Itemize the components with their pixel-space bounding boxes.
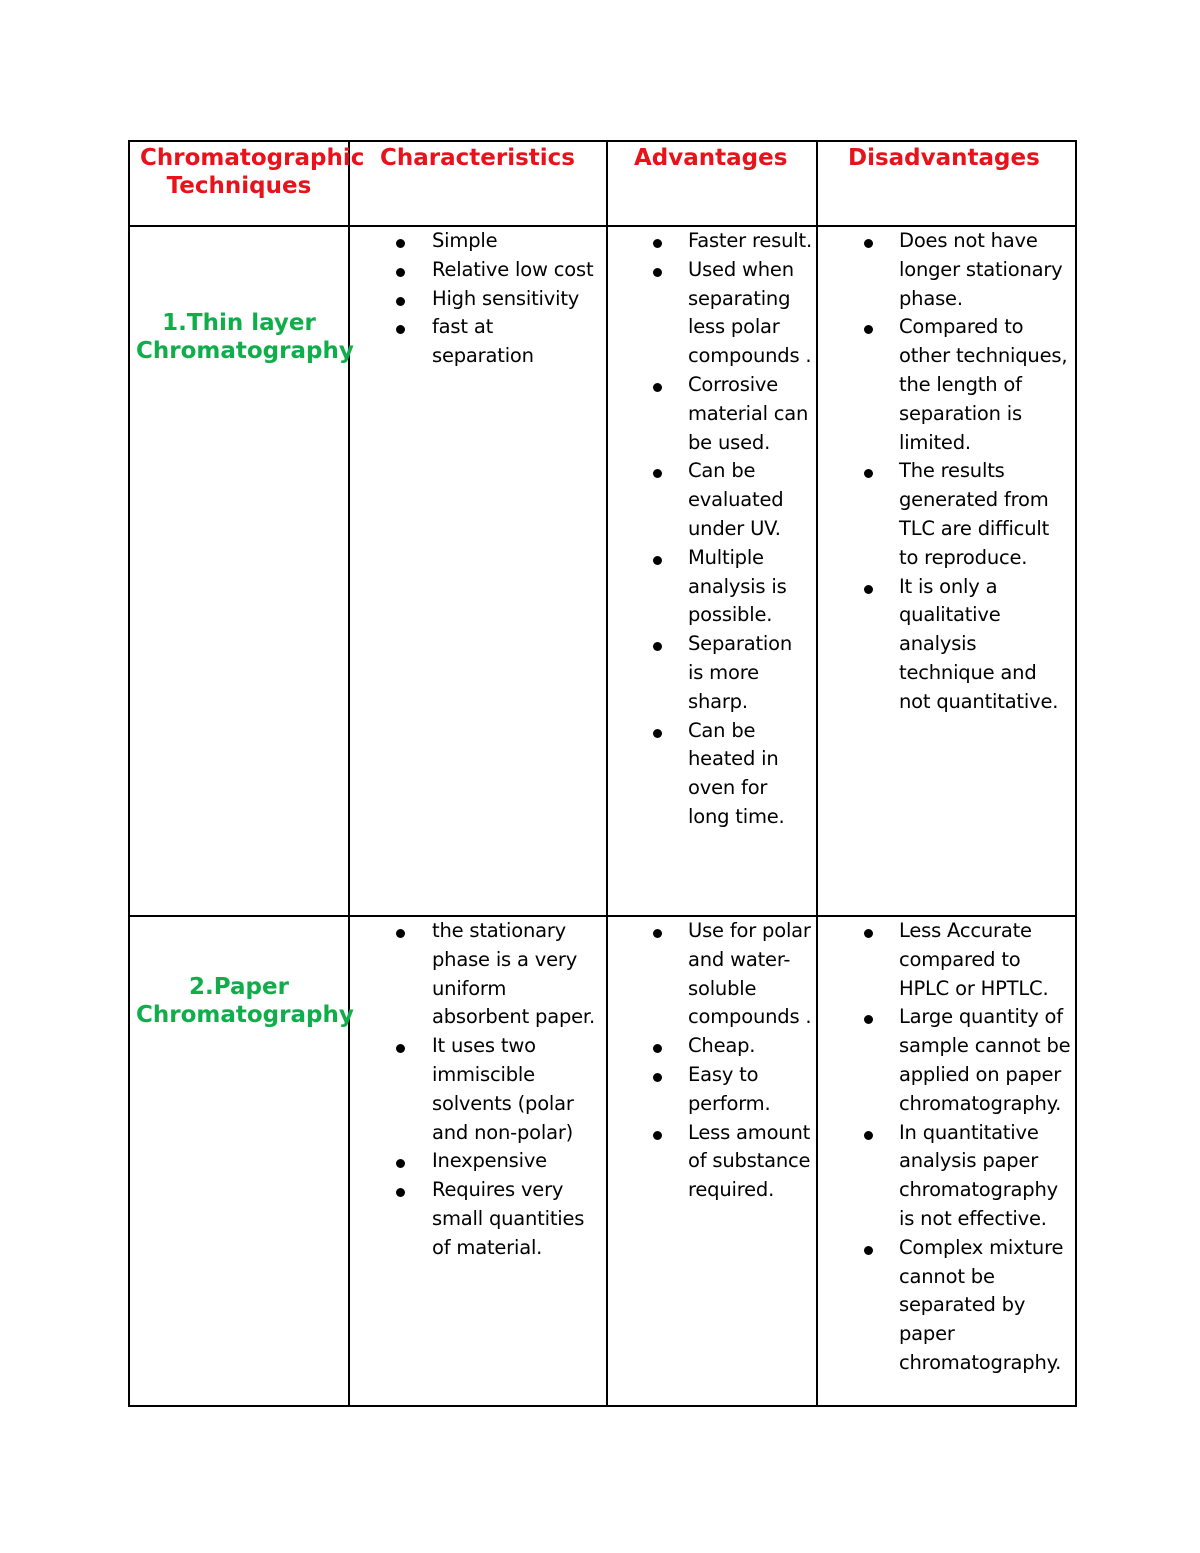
bullet-icon	[653, 239, 662, 248]
bullet-icon	[653, 1044, 662, 1053]
list-item: Use for polar and water-soluble compounds .	[608, 917, 816, 1032]
disadvantages-list	[818, 227, 1075, 717]
advantages-cell	[607, 226, 817, 916]
disadvantages-list	[818, 917, 1075, 1378]
list-item: Separation is more sharp.	[608, 630, 816, 716]
bullet-icon	[396, 1044, 405, 1053]
bullet-icon	[396, 325, 405, 334]
header-disadvantages: Disadvantages	[848, 145, 1040, 171]
bullet-icon	[396, 1188, 405, 1197]
list-item: Corrosive material can be used.	[608, 371, 816, 457]
bullet-icon	[396, 929, 405, 938]
disadvantages-cell	[817, 226, 1076, 916]
bullet-icon	[653, 556, 662, 565]
bullet-icon	[864, 325, 873, 334]
characteristics-cell	[349, 226, 607, 916]
bullet-icon	[653, 469, 662, 478]
bullet-icon	[396, 297, 405, 306]
list-item: Used when separating less polar compounds .	[608, 256, 816, 371]
characteristics-list	[350, 917, 606, 1263]
header-advantages: Advantages	[634, 145, 788, 171]
bullet-icon	[653, 383, 662, 392]
list-item: The results generated from TLC are difficult to reproduce.	[818, 457, 1075, 572]
list-item: the stationary phase is a very uniform absorbent paper.	[350, 917, 606, 1032]
list-item: Complex mixture cannot be separated by paper chromatography.	[818, 1234, 1075, 1378]
bullet-icon	[864, 929, 873, 938]
list-item: Can be heated in oven for long time.	[608, 717, 816, 832]
bullet-icon	[653, 1073, 662, 1082]
chromatography-comparison-table	[128, 140, 1077, 1407]
list-item: Requires very small quantities of material.	[350, 1176, 606, 1262]
header-cell-disadvantages	[817, 141, 1076, 226]
header-techniques: Chromatographic Techniques	[140, 145, 365, 199]
header-cell-characteristics	[349, 141, 607, 226]
list-item: It is only a qualitative analysis technique and not quantitative.	[818, 573, 1075, 717]
list-item: Simple	[350, 227, 606, 256]
list-item: In quantitative analysis paper chromatography is not effective.	[818, 1119, 1075, 1234]
technique-cell	[129, 916, 354, 1406]
table-header-row	[129, 141, 1076, 226]
list-item: High sensitivity	[350, 285, 606, 314]
header-cell-advantages	[607, 141, 817, 226]
bullet-icon	[864, 1246, 873, 1255]
technique-name-paper: 2.Paper Chromatography	[136, 974, 354, 1028]
list-item: Relative low cost	[350, 256, 606, 285]
table-row	[129, 916, 1076, 1406]
list-item: Compared to other techniques, the length of separation is limited.	[818, 313, 1075, 457]
characteristics-list	[350, 227, 606, 371]
advantages-list	[608, 227, 816, 832]
bullet-icon	[864, 585, 873, 594]
characteristics-cell	[349, 916, 607, 1406]
header-cell-techniques	[129, 141, 365, 226]
bullet-icon	[653, 1131, 662, 1140]
list-item: It uses two immiscible solvents (polar and non-polar)	[350, 1032, 606, 1147]
list-item: Can be evaluated under UV.	[608, 457, 816, 543]
bullet-icon	[653, 929, 662, 938]
list-item: Does not have longer stationary phase.	[818, 227, 1075, 313]
list-item: Easy to perform.	[608, 1061, 816, 1119]
bullet-icon	[396, 268, 405, 277]
list-item: Cheap.	[608, 1032, 816, 1061]
technique-cell	[129, 226, 354, 916]
list-item: Multiple analysis is possible.	[608, 544, 816, 630]
bullet-icon	[864, 469, 873, 478]
bullet-icon	[653, 268, 662, 277]
advantages-cell	[607, 916, 817, 1406]
bullet-icon	[864, 239, 873, 248]
bullet-icon	[396, 1159, 405, 1168]
bullet-icon	[864, 1015, 873, 1024]
list-item: fast at separation	[350, 313, 606, 371]
bullet-icon	[396, 239, 405, 248]
technique-name-tlc: 1.Thin layer Chromatography	[136, 310, 354, 364]
table-row	[129, 226, 1076, 916]
bullet-icon	[653, 642, 662, 651]
list-item: Less Accurate compared to HPLC or HPTLC.	[818, 917, 1075, 1003]
list-item: Less amount of substance required.	[608, 1119, 816, 1205]
list-item: Inexpensive	[350, 1147, 606, 1176]
disadvantages-cell	[817, 916, 1076, 1406]
advantages-list	[608, 917, 816, 1205]
header-characteristics: Characteristics	[380, 145, 575, 171]
bullet-icon	[653, 729, 662, 738]
list-item: Faster result.	[608, 227, 816, 256]
list-item: Large quantity of sample cannot be applied on paper chromatography.	[818, 1003, 1075, 1118]
bullet-icon	[864, 1131, 873, 1140]
